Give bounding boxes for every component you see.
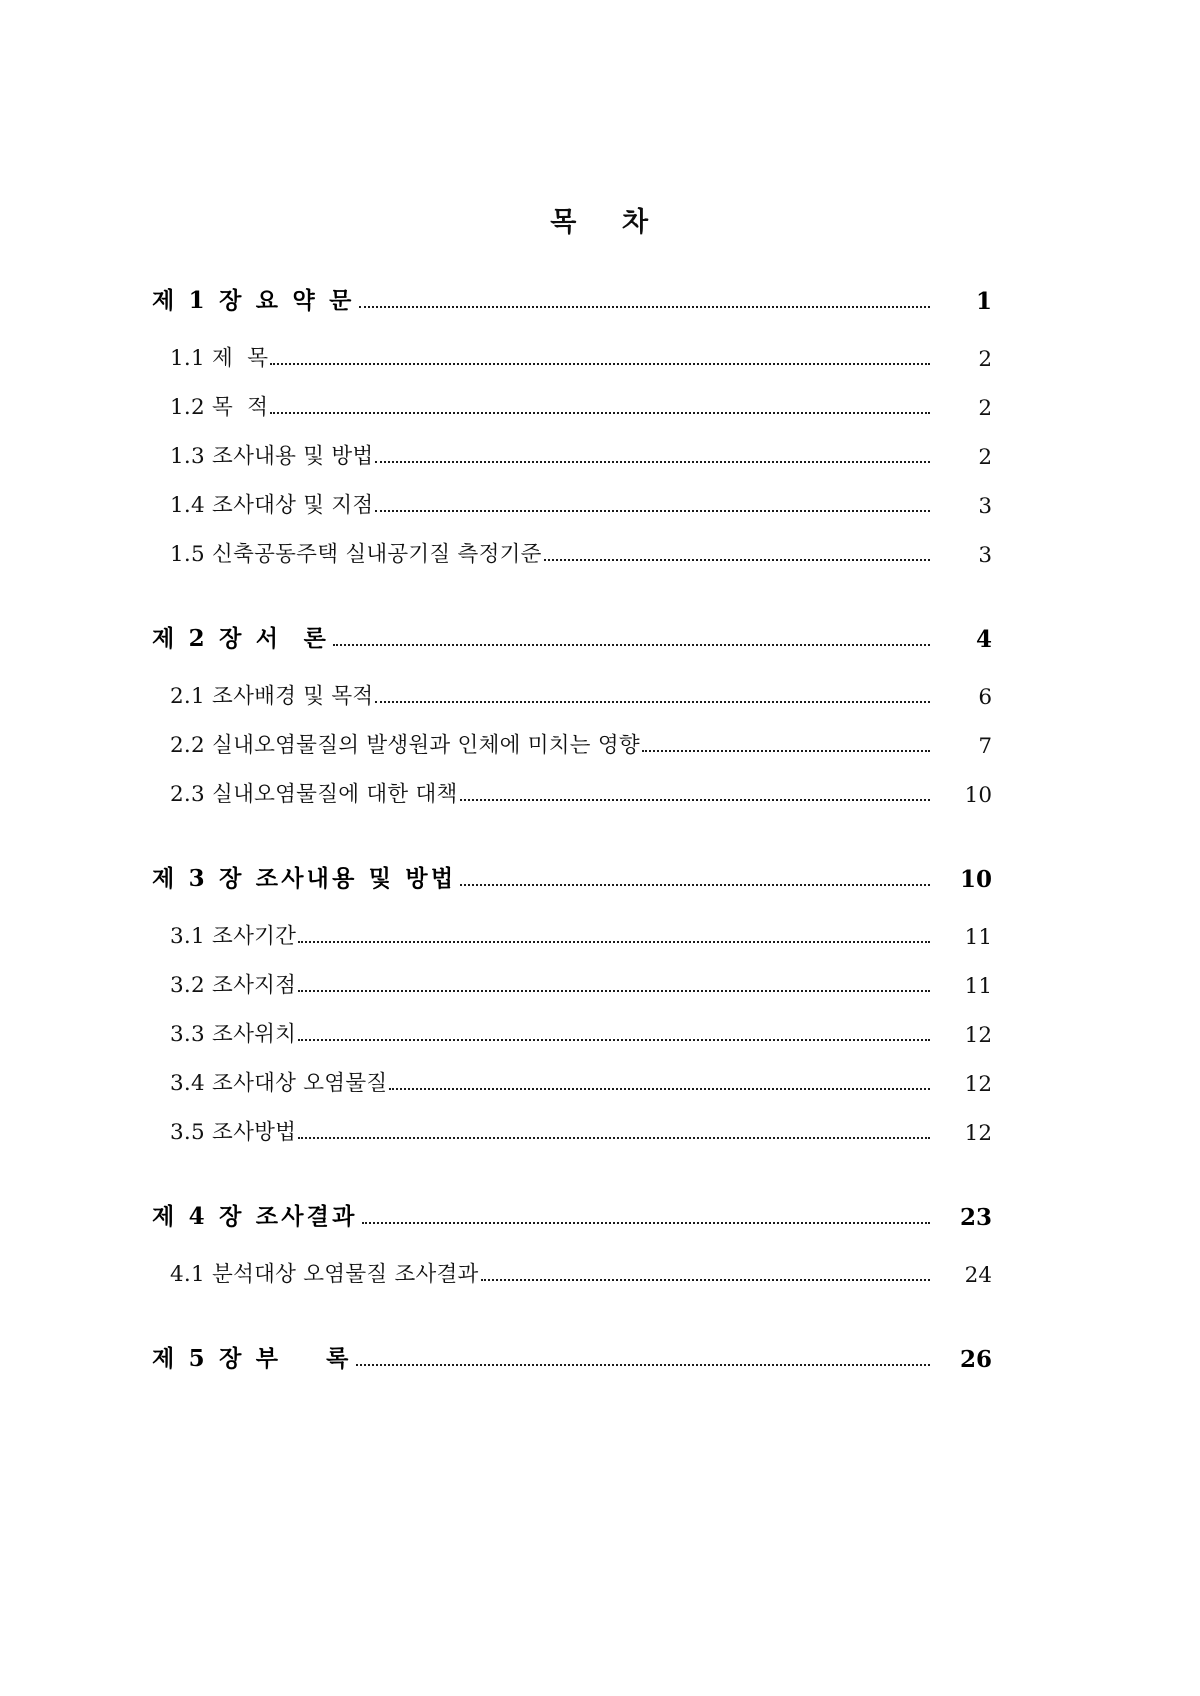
dot-leader bbox=[298, 929, 930, 951]
toc-entry-label: 1.1 제 목 bbox=[170, 346, 269, 371]
row-spacer bbox=[152, 653, 992, 679]
dot-leader bbox=[298, 1027, 930, 1049]
toc-section-entry[interactable] bbox=[152, 1066, 992, 1097]
toc-entry-page-number: 26 bbox=[959, 1346, 992, 1373]
row-spacer bbox=[152, 421, 992, 439]
toc-entry-page-number: 11 bbox=[964, 974, 992, 999]
toc-entry-page-number: 2 bbox=[978, 347, 992, 372]
table-of-contents bbox=[152, 282, 992, 1373]
toc-entry-page-number: 3 bbox=[978, 543, 992, 568]
toc-section-entry[interactable] bbox=[152, 1017, 992, 1048]
dot-leader bbox=[270, 351, 930, 373]
toc-entry-label: 1.2 목 적 bbox=[170, 395, 269, 420]
toc-entry-label: 제 2 장 서 론 bbox=[152, 625, 330, 652]
section-spacer bbox=[152, 808, 992, 860]
toc-entry-label: 3.1 조사기간 bbox=[170, 924, 297, 949]
page-title-text: 목 차 bbox=[550, 207, 650, 238]
toc-entry-page-number: 7 bbox=[978, 734, 992, 759]
row-spacer bbox=[152, 759, 992, 777]
toc-entry-label: 3.3 조사위치 bbox=[170, 1022, 297, 1047]
toc-section-entry[interactable] bbox=[152, 488, 992, 519]
toc-entry-label: 제 1 장 요 약 문 bbox=[152, 287, 355, 314]
dot-leader bbox=[460, 870, 930, 893]
toc-entry-page-number: 12 bbox=[964, 1072, 992, 1097]
toc-section-entry[interactable] bbox=[152, 390, 992, 421]
dot-leader bbox=[642, 738, 930, 760]
dot-leader bbox=[375, 689, 930, 711]
row-spacer bbox=[152, 950, 992, 968]
toc-entry-page-number: 2 bbox=[978, 396, 992, 421]
toc-entry-label: 2.1 조사배경 및 목적 bbox=[170, 684, 374, 709]
toc-entry-label: 제 4 장 조사결과 bbox=[152, 1203, 358, 1230]
row-spacer bbox=[152, 710, 992, 728]
toc-entry-page-number: 6 bbox=[978, 685, 992, 710]
dot-leader bbox=[298, 978, 930, 1000]
toc-entry-label: 1.4 조사대상 및 지점 bbox=[170, 493, 374, 518]
dot-leader bbox=[270, 400, 930, 422]
toc-entry-page-number: 4 bbox=[975, 626, 992, 653]
dot-leader bbox=[544, 547, 930, 569]
dot-leader bbox=[356, 1350, 930, 1373]
row-spacer bbox=[152, 519, 992, 537]
toc-section-entry[interactable] bbox=[152, 968, 992, 999]
toc-section-entry[interactable] bbox=[152, 728, 992, 759]
toc-entry-label: 제 3 장 조사내용 및 방법 bbox=[152, 865, 457, 892]
toc-entry-page-number: 1 bbox=[975, 288, 992, 315]
toc-entry-page-number: 10 bbox=[959, 866, 992, 893]
toc-entry-page-number: 23 bbox=[959, 1204, 992, 1231]
toc-entry-page-number: 2 bbox=[978, 445, 992, 470]
section-spacer bbox=[152, 1288, 992, 1340]
row-spacer bbox=[152, 999, 992, 1017]
row-spacer bbox=[152, 315, 992, 341]
toc-entry-label: 3.2 조사지점 bbox=[170, 973, 297, 998]
dot-leader bbox=[362, 1208, 930, 1231]
toc-entry-page-number: 11 bbox=[964, 925, 992, 950]
toc-entry-page-number: 10 bbox=[964, 783, 992, 808]
toc-chapter-entry[interactable] bbox=[152, 1340, 992, 1373]
toc-section-entry[interactable] bbox=[152, 1115, 992, 1146]
dot-leader bbox=[460, 787, 930, 809]
toc-entry-label: 3.5 조사방법 bbox=[170, 1120, 297, 1145]
row-spacer bbox=[152, 893, 992, 919]
toc-entry-label: 1.3 조사내용 및 방법 bbox=[170, 444, 374, 469]
toc-entry-label: 2.2 실내오염물질의 발생원과 인체에 미치는 영향 bbox=[170, 733, 640, 758]
toc-section-entry[interactable] bbox=[152, 341, 992, 372]
toc-chapter-entry[interactable] bbox=[152, 620, 992, 653]
toc-section-entry[interactable] bbox=[152, 679, 992, 710]
section-spacer bbox=[152, 1146, 992, 1198]
toc-entry-page-number: 24 bbox=[964, 1263, 992, 1288]
toc-section-entry[interactable] bbox=[152, 777, 992, 808]
row-spacer bbox=[152, 1048, 992, 1066]
page-title bbox=[0, 200, 1200, 239]
toc-entry-page-number: 12 bbox=[964, 1023, 992, 1048]
toc-chapter-entry[interactable] bbox=[152, 1198, 992, 1231]
toc-entry-label: 2.3 실내오염물질에 대한 대책 bbox=[170, 782, 458, 807]
toc-entry-label: 4.1 분석대상 오염물질 조사결과 bbox=[170, 1262, 479, 1287]
toc-section-entry[interactable] bbox=[152, 919, 992, 950]
toc-entry-page-number: 3 bbox=[978, 494, 992, 519]
dot-leader bbox=[389, 1076, 930, 1098]
toc-entry-label: 제 5 장 부 록 bbox=[152, 1345, 352, 1372]
dot-leader bbox=[333, 630, 930, 653]
row-spacer bbox=[152, 372, 992, 390]
row-spacer bbox=[152, 1231, 992, 1257]
toc-entry-page-number: 12 bbox=[964, 1121, 992, 1146]
row-spacer bbox=[152, 470, 992, 488]
dot-leader bbox=[298, 1125, 930, 1147]
toc-chapter-entry[interactable] bbox=[152, 282, 992, 315]
toc-section-entry[interactable] bbox=[152, 537, 992, 568]
toc-chapter-entry[interactable] bbox=[152, 860, 992, 893]
section-spacer bbox=[152, 568, 992, 620]
row-spacer bbox=[152, 1097, 992, 1115]
dot-leader bbox=[375, 449, 930, 471]
toc-entry-label: 3.4 조사대상 오염물질 bbox=[170, 1071, 388, 1096]
dot-leader bbox=[359, 292, 930, 315]
toc-section-entry[interactable] bbox=[152, 439, 992, 470]
toc-section-entry[interactable] bbox=[152, 1257, 992, 1288]
dot-leader bbox=[481, 1267, 930, 1289]
dot-leader bbox=[375, 498, 930, 520]
toc-entry-label: 1.5 신축공동주택 실내공기질 측정기준 bbox=[170, 542, 542, 567]
